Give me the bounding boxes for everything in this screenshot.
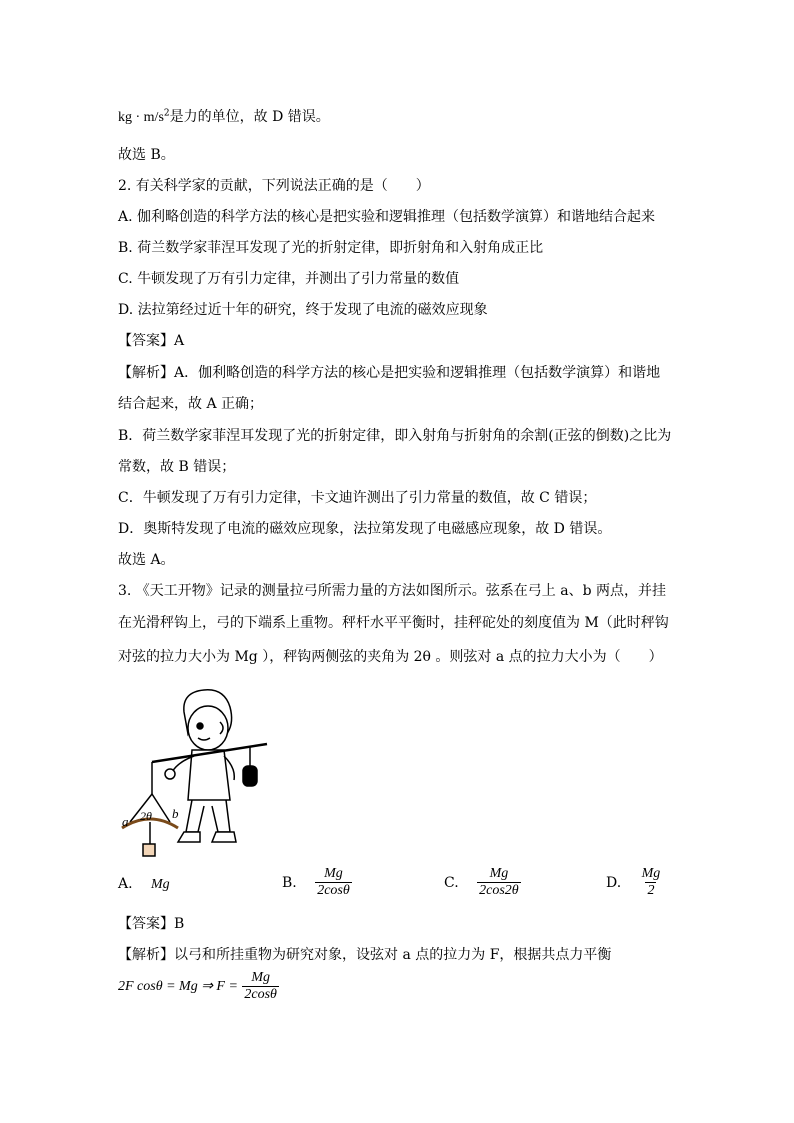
- option-b-label: B.: [282, 874, 297, 891]
- line-1-text: 是力的单位，故 D 错误。: [169, 109, 330, 125]
- figure-label-angle: 2θ: [140, 809, 152, 823]
- analysis-2-line-2: 结合起来，故 A 正确；: [118, 396, 264, 412]
- answer-label-3: 【答案】B: [118, 916, 185, 932]
- option-c-numerator: Mg: [489, 866, 509, 881]
- option-b-numerator: Mg: [324, 866, 343, 881]
- analysis-2-line-4: 常数，故 B 错误；: [118, 459, 236, 475]
- option-c-label: C.: [444, 874, 459, 891]
- question-2-option-a: A. 伽利略创造的科学方法的核心是把实验和逻辑推理（包括数学演算）和谐地结合起来: [118, 209, 656, 225]
- option-c-denominator: 2cos2θ: [479, 883, 519, 898]
- question-3-line-3: 对弦的拉力大小为 Mg ），秤钩两侧弦的夹角为 2θ 。则弦对 a 点的拉力大小为（ ）: [118, 649, 663, 665]
- option-d-label: D.: [606, 874, 622, 891]
- option-b-fraction: [315, 866, 352, 899]
- option-b: [282, 866, 352, 899]
- question-3-line-2: 在光滑秤钩上，弓的下端系上重物。秤杆水平平衡时，挂秤砣处的刻度值为 M（此时秤钩: [118, 615, 669, 631]
- figure-label-a: a: [122, 814, 129, 829]
- question-2-option-c: C. 牛顿发现了万有引力定律，并测出了引力常量的数值: [118, 271, 460, 287]
- option-d-numerator: Mg: [641, 866, 661, 881]
- option-c: [444, 866, 521, 899]
- question-3-line-1: 3. 《天工开物》记录的测量拉弓所需力量的方法如图所示。弦系在弓上 a、b 两点，并挂: [118, 583, 667, 599]
- question-2-option-b: B. 荷兰数学家菲涅耳发现了光的折射定律，即折射角和入射角成正比: [118, 240, 544, 256]
- figure-illustration: [112, 682, 282, 862]
- choose-a-line: 故选 A。: [118, 552, 175, 568]
- analysis-2-line-5: C．牛顿发现了万有引力定律，卡文迪许测出了引力常量的数值，故 C 错误；: [118, 490, 597, 506]
- answer-label-2: 【答案】A: [118, 333, 185, 349]
- option-a: [118, 876, 170, 893]
- figure-label-b: b: [172, 806, 179, 821]
- option-a-value: Mg: [151, 877, 170, 892]
- question-2-option-d: D. 法拉第经过近十年的研究，终于发现了电流的磁效应现象: [118, 302, 488, 318]
- equation-numerator: Mg: [251, 970, 270, 985]
- equation-fraction: [242, 970, 279, 1003]
- analysis-2-line-6: D．奥斯特发现了电流的磁效应现象，法拉第发现了电磁感应现象，故 D 错误。: [118, 521, 612, 537]
- option-d-fraction: [640, 866, 663, 899]
- analysis-2-line-1: 【解析】A．伽利略创造的科学方法的核心是把实验和逻辑推理（包括数学演算）和谐地: [118, 365, 661, 381]
- equation: [118, 970, 279, 1003]
- equation-denominator: 2cosθ: [244, 987, 277, 1002]
- unit-text: kg · m/s: [118, 110, 164, 125]
- question-2-stem: 2. 有关科学家的贡献，下列说法正确的是（ ）: [118, 178, 430, 194]
- unit-exponent: 2: [163, 108, 170, 119]
- text-line-2: 故选 B。: [118, 147, 175, 163]
- option-d: [606, 866, 662, 899]
- option-c-fraction: [477, 866, 521, 899]
- text-line-1: [118, 108, 330, 127]
- option-d-denominator: 2: [647, 883, 655, 898]
- equation-lhs: 2F cosθ = Mg ⇒ F =: [118, 979, 238, 994]
- option-b-denominator: 2cosθ: [317, 883, 350, 898]
- analysis-3-line-1: 【解析】以弓和所挂重物为研究对象，设弦对 a 点的拉力为 F，根据共点力平衡: [118, 947, 612, 963]
- option-a-label: A.: [118, 876, 133, 892]
- analysis-2-line-3: B．荷兰数学家菲涅耳发现了光的折射定律，即入射角与折射角的余割(正弦的倒数)之比为: [118, 428, 672, 444]
- figure-bow-scale: [112, 682, 282, 866]
